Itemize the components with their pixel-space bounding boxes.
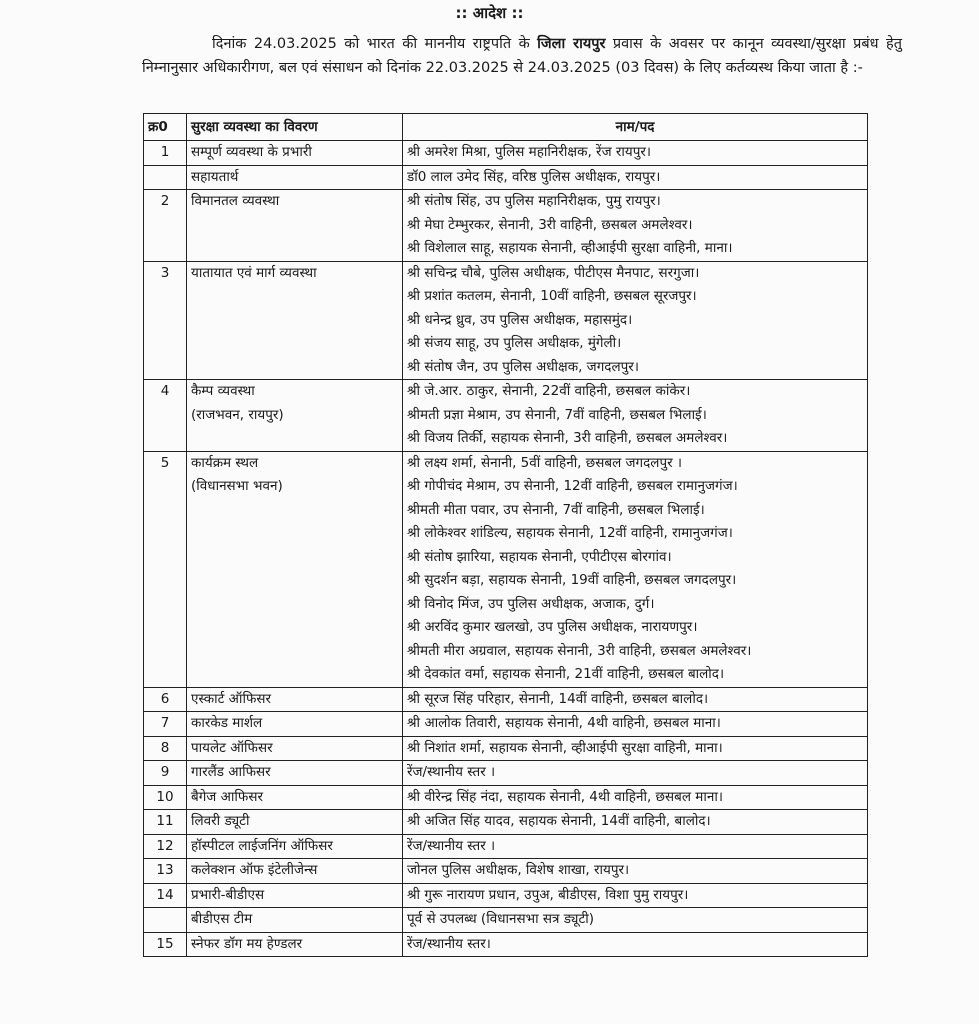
table-row bbox=[144, 932, 868, 957]
header-serial: क्र0 bbox=[144, 114, 187, 141]
description-line: बैगेज आफिसर bbox=[191, 788, 263, 805]
description-line: (विधानसभा भवन) bbox=[191, 478, 283, 494]
duty-description bbox=[187, 141, 403, 166]
serial-number bbox=[144, 165, 187, 190]
table-row bbox=[144, 687, 868, 712]
serial-number: 5 bbox=[144, 451, 187, 687]
officer-names bbox=[403, 451, 868, 687]
officer-line: श्री धनेन्द्र ध्रुव, उप पुलिस अधीक्षक, महासमुंद। bbox=[407, 311, 633, 328]
table-row bbox=[144, 883, 868, 908]
officer-names bbox=[403, 834, 868, 859]
serial-number: 7 bbox=[144, 712, 187, 737]
paragraph-text-2: प्रवास के अवसर पर कानून व्यवस्था/सुरक्षा प्रबंध हेतु निम्नानुसार अधिकारीगण, बल एवं संसाधन को दिनांक 22.03.2025 से 24.03.2025 (03 दिवस) के लिए कर्तव्यस्थ किया जाता है :- bbox=[142, 36, 902, 76]
officer-names bbox=[403, 932, 868, 957]
description-line: पायलेट ऑफिसर bbox=[191, 739, 273, 756]
table-row bbox=[144, 261, 868, 380]
officer-names bbox=[403, 908, 868, 933]
duty-description bbox=[187, 810, 403, 835]
officer-line: श्री लोकेश्वर शांडिल्य, सहायक सेनानी, 12वीं वाहिनी, रामानुजगंज। bbox=[407, 525, 733, 541]
officer-line: डॉ0 लाल उमेद सिंह, वरिष्ठ पुलिस अधीक्षक, रायपुर। bbox=[407, 168, 661, 185]
serial-number: 1 bbox=[144, 141, 187, 166]
officer-line: श्री सचिन्द्र चौबे, पुलिस अधीक्षक, पीटीएस मैनपाट, सरगुजा। bbox=[407, 264, 700, 281]
officer-line: श्री प्रशांत कतलम, सेनानी, 10वीं वाहिनी, छसबल सूरजपुर। bbox=[407, 288, 697, 304]
description-line: एस्कार्ट ऑफिसर bbox=[191, 690, 272, 707]
officer-names bbox=[403, 165, 868, 190]
description-line: कैम्प व्यवस्था bbox=[191, 383, 255, 399]
officer-names bbox=[403, 883, 868, 908]
table-row bbox=[144, 785, 868, 810]
duty-description bbox=[187, 712, 403, 737]
serial-number: 14 bbox=[144, 883, 187, 908]
officer-line: श्री जे.आर. ठाकुर, सेनानी, 22वीं वाहिनी, छसबल कांकेर। bbox=[407, 383, 691, 399]
officer-line: रेंज/स्थानीय स्तर । bbox=[407, 837, 496, 854]
duty-description bbox=[187, 883, 403, 908]
description-line: (राजभवन, रायपुर) bbox=[191, 406, 284, 423]
serial-number: 8 bbox=[144, 736, 187, 761]
description-line: कारकेड मार्शल bbox=[191, 715, 263, 731]
table-row bbox=[144, 165, 868, 190]
table-row bbox=[144, 908, 868, 933]
order-paragraph bbox=[142, 32, 902, 80]
officer-line: जोनल पुलिस अधीक्षक, विशेष शाखा, रायपुर। bbox=[407, 862, 630, 878]
officer-line: श्री गुरू नारायण प्रधान, उपुअ, बीडीएस, विशा पुमु रायपुर। bbox=[407, 886, 689, 903]
duty-description bbox=[187, 165, 403, 190]
duty-description bbox=[187, 261, 403, 380]
table-row bbox=[144, 451, 868, 687]
duty-description bbox=[187, 190, 403, 262]
header-description: सुरक्षा व्यवस्था का विवरण bbox=[187, 114, 403, 141]
officer-line: श्री आलोक तिवारी, सहायक सेनानी, 4थी वाहिनी, छसबल माना। bbox=[407, 715, 721, 731]
table-row bbox=[144, 834, 868, 859]
officer-names bbox=[403, 736, 868, 761]
description-line: सहायतार्थ bbox=[191, 168, 239, 185]
table-row bbox=[144, 736, 868, 761]
officer-names bbox=[403, 859, 868, 884]
serial-number: 15 bbox=[144, 932, 187, 957]
table-row bbox=[144, 141, 868, 166]
officer-names bbox=[403, 141, 868, 166]
description-line: कार्यक्रम स्थल bbox=[191, 454, 259, 471]
officer-line: श्रीमती प्रज्ञा मेश्राम, उप सेनानी, 7वीं वाहिनी, छसबल भिलाई। bbox=[407, 406, 707, 423]
duty-description bbox=[187, 932, 403, 957]
table-body bbox=[144, 141, 868, 957]
serial-number: 3 bbox=[144, 261, 187, 380]
duty-description bbox=[187, 451, 403, 687]
officer-line: श्री वीरेन्द्र सिंह नंदा, सहायक सेनानी, 4थी वाहिनी, छसबल माना। bbox=[407, 788, 723, 805]
description-line: हॉस्पीटल लाईजनिंग ऑफिसर bbox=[191, 837, 333, 854]
officer-line: पूर्व से उपलब्ध (विधानसभा सत्र ड्यूटी) bbox=[407, 911, 595, 927]
description-line: प्रभारी-बीडीएस bbox=[191, 886, 265, 903]
duty-description bbox=[187, 687, 403, 712]
table-row bbox=[144, 380, 868, 452]
officer-line: श्री अरविंद कुमार खलखो, उप पुलिस अधीक्षक, नारायणपुर। bbox=[407, 619, 698, 635]
description-line: बीडीएस टीम bbox=[191, 911, 253, 927]
paragraph-district: जिला रायपुर bbox=[537, 36, 606, 52]
officer-line: श्री संजय साहू, उप पुलिस अधीक्षक, मुंगेली। bbox=[407, 335, 622, 351]
officer-line: श्री मेघा टेम्भुरकर, सेनानी, 3री वाहिनी, छसबल अमलेश्वर। bbox=[407, 216, 693, 233]
duty-description bbox=[187, 380, 403, 452]
officer-line: श्री सुदर्शन बड़ा, सहायक सेनानी, 19वीं वाहिनी, छसबल जगदलपुर। bbox=[407, 572, 737, 588]
duty-description bbox=[187, 908, 403, 933]
officer-line: श्रीमती मीरा अग्रवाल, सहायक सेनानी, 3री वाहिनी, छसबल अमलेश्वर। bbox=[407, 642, 752, 659]
officer-names bbox=[403, 810, 868, 835]
officer-line: श्री संतोष सिंह, उप पुलिस महानिरीक्षक, पुमु रायपुर। bbox=[407, 193, 661, 209]
officer-names bbox=[403, 761, 868, 786]
serial-number: 9 bbox=[144, 761, 187, 786]
officer-line: श्री विशेलाल साहू, सहायक सेनानी, व्हीआईपी सुरक्षा वाहिनी, माना। bbox=[407, 240, 733, 256]
description-line: विमानतल व्यवस्था bbox=[191, 193, 280, 209]
table-header-row bbox=[144, 114, 868, 141]
officer-line: श्री गोपीचंद मेश्राम, उप सेनानी, 12वीं वाहिनी, छसबल रामानुजगंज। bbox=[407, 478, 738, 494]
officer-line: श्री संतोष जैन, उप पुलिस अधीक्षक, जगदलपुर। bbox=[407, 358, 639, 375]
officer-line: श्री संतोष झारिया, सहायक सेनानी, एपीटीएस बोरगांव। bbox=[407, 548, 672, 565]
officer-line: रेंज/स्थानीय स्तर । bbox=[407, 764, 496, 780]
serial-number: 2 bbox=[144, 190, 187, 262]
table-row bbox=[144, 859, 868, 884]
serial-number: 11 bbox=[144, 810, 187, 835]
description-line: गारलैंड आफिसर bbox=[191, 764, 271, 780]
officer-line: श्री अजित सिंह यादव, सहायक सेनानी, 14वीं वाहिनी, बालोद। bbox=[407, 813, 711, 829]
description-line: कलेक्शन ऑफ इंटेलीजेन्स bbox=[191, 862, 318, 878]
officer-names bbox=[403, 380, 868, 452]
officer-line: श्रीमती मीता पवार, उप सेनानी, 7वीं वाहिनी, छसबल भिलाई। bbox=[407, 501, 705, 518]
serial-number: 4 bbox=[144, 380, 187, 452]
officer-names bbox=[403, 261, 868, 380]
serial-number: 13 bbox=[144, 859, 187, 884]
description-line: स्नेफर डॉग मय हेण्डलर bbox=[191, 935, 303, 952]
description-line: सम्पूर्ण व्यवस्था के प्रभारी bbox=[191, 144, 312, 160]
duty-description bbox=[187, 785, 403, 810]
officer-names bbox=[403, 190, 868, 262]
header-name-post: नाम/पद bbox=[403, 114, 868, 141]
officer-names bbox=[403, 785, 868, 810]
description-line: लिवरी ड्यूटी bbox=[191, 813, 250, 829]
paragraph-text-1: दिनांक 24.03.2025 को भारत की माननीय राष्ट्रपति के bbox=[212, 36, 538, 52]
table-row bbox=[144, 190, 868, 262]
officer-line: श्री विजय तिर्की, सहायक सेनानी, 3री वाहिनी, छसबल अमलेश्वर। bbox=[407, 430, 728, 446]
officer-line: श्री लक्ष्य शर्मा, सेनानी, 5वीं वाहिनी, छसबल जगदलपुर । bbox=[407, 454, 683, 471]
duty-table bbox=[143, 113, 868, 957]
description-line: यातायात एवं मार्ग व्यवस्था bbox=[191, 264, 317, 281]
officer-line: श्री सूरज सिंह परिहार, सेनानी, 14वीं वाहिनी, छसबल बालोद। bbox=[407, 690, 709, 707]
serial-number bbox=[144, 908, 187, 933]
officer-names bbox=[403, 712, 868, 737]
officer-line: श्री देवकांत वर्मा, सहायक सेनानी, 21वीं वाहिनी, छसबल बालोद। bbox=[407, 666, 725, 682]
duty-description bbox=[187, 859, 403, 884]
table-row bbox=[144, 810, 868, 835]
officer-line: रेंज/स्थानीय स्तर। bbox=[407, 935, 491, 952]
serial-number: 12 bbox=[144, 834, 187, 859]
table-row bbox=[144, 712, 868, 737]
order-title: :: आदेश :: bbox=[455, 4, 524, 22]
serial-number: 6 bbox=[144, 687, 187, 712]
duty-description bbox=[187, 761, 403, 786]
duty-description bbox=[187, 834, 403, 859]
officer-line: श्री अमरेश मिश्रा, पुलिस महानिरीक्षक, रेंज रायपुर। bbox=[407, 144, 652, 160]
officer-names bbox=[403, 687, 868, 712]
serial-number: 10 bbox=[144, 785, 187, 810]
officer-line: श्री विनोद मिंज, उप पुलिस अधीक्षक, अजाक, दुर्ग। bbox=[407, 595, 655, 612]
table-row bbox=[144, 761, 868, 786]
officer-line: श्री निशांत शर्मा, सहायक सेनानी, व्हीआईपी सुरक्षा वाहिनी, माना। bbox=[407, 739, 723, 756]
duty-description bbox=[187, 736, 403, 761]
